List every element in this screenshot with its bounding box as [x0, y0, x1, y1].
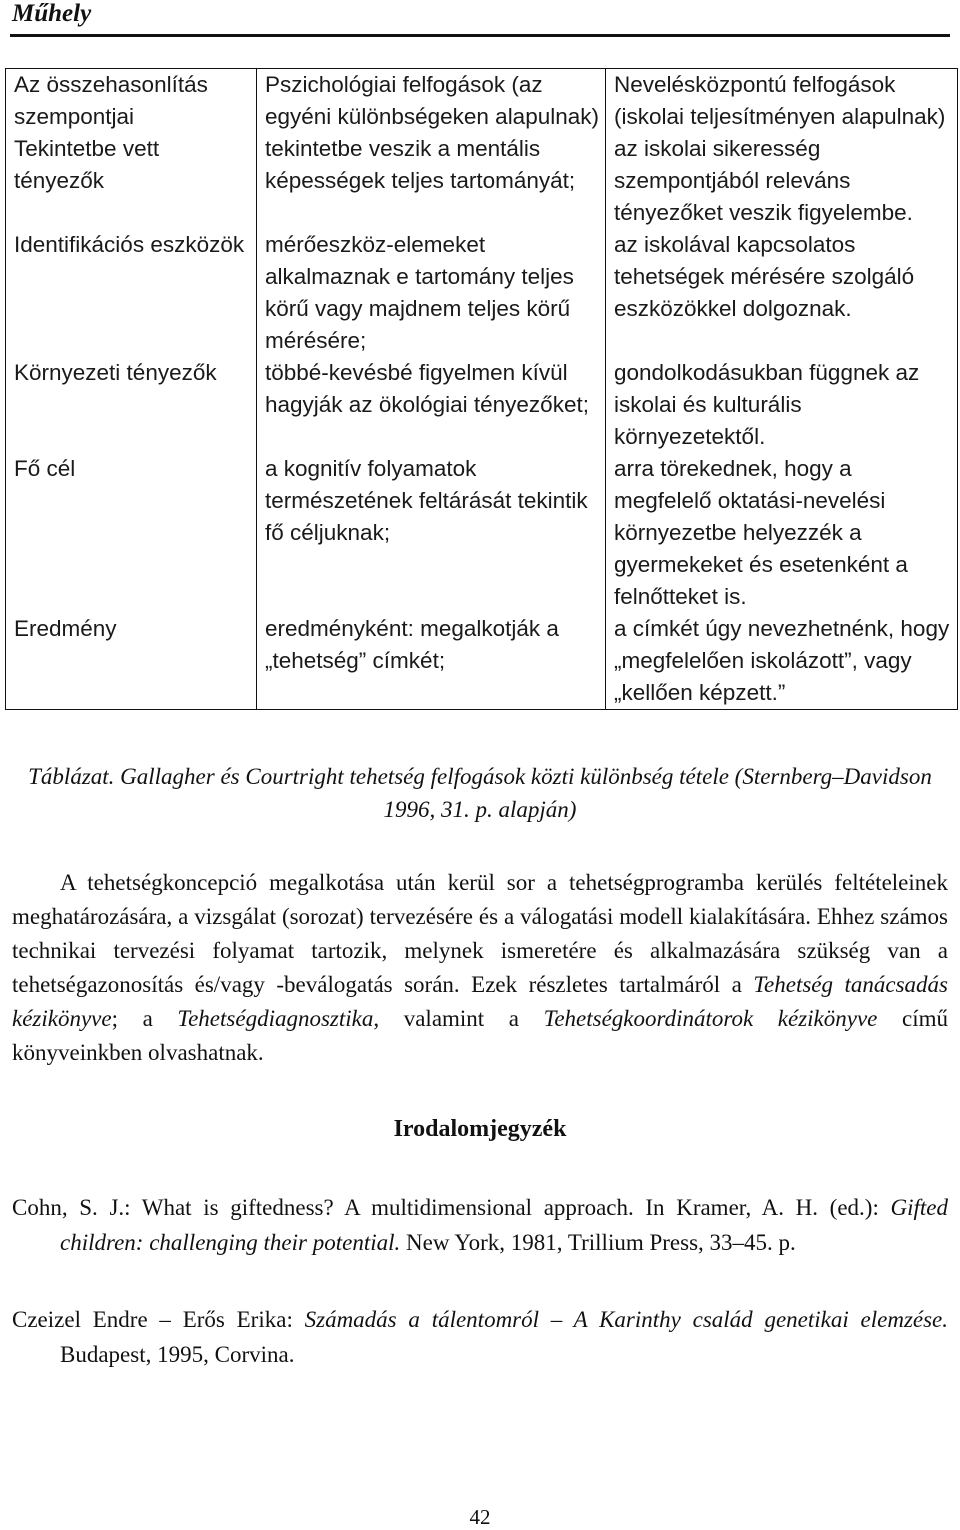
reference-title: Számadás a tálentomról – A Karinthy család genetikai elemzése. [304, 1307, 949, 1332]
page-number: 42 [469, 1505, 491, 1529]
reference-item [12, 1302, 948, 1372]
table-row [6, 357, 958, 453]
table-caption: Táblázat. Gallagher és Courtright tehetség felfogások közti különbség tétele (Sternberg–Davidson 1996, 31. p. alapján) [28, 764, 932, 822]
body-paragraph [12, 866, 948, 1070]
table-row [6, 229, 958, 357]
comparison-table [5, 68, 958, 710]
reference-publisher: Budapest, 1995, Corvina. [60, 1342, 295, 1367]
table-cell: Tekintetbe vett tényezők [6, 133, 257, 229]
table-cell: tekintetbe veszik a mentális képességek teljes tartományát; [257, 133, 606, 229]
paragraph-text: című könyveinkben olvashatnak. [12, 1006, 948, 1065]
table-row [6, 613, 958, 710]
reference-title: Gifted children: challenging their potential. [60, 1195, 948, 1255]
reference-authors: Czeizel Endre – Erős Erika: [12, 1307, 305, 1332]
reference-item [12, 1190, 948, 1260]
table-cell: az iskolával kapcsolatos tehetségek mérésére szolgáló eszközökkel dolgoznak. [606, 229, 958, 357]
table-cell: Identifikációs eszközök [6, 229, 257, 357]
table-cell: többé-kevésbé figyelmen kívül hagyják az ökológiai tényezőket; [257, 357, 606, 453]
table-row [6, 453, 958, 613]
paragraph-text: , valamint a [373, 1006, 544, 1031]
table-cell: Nevelésközpontú felfogások (iskolai teljesítményen alapulnak) [606, 69, 958, 134]
table-cell: Fő cél [6, 453, 257, 613]
paragraph-text: A tehetségkoncepció megalkotása után kerül sor a tehetségprogramba kerülés feltételeinek meghatározására, a vizsgálat (sorozat) tervezésére és a válogatási modell kialakítására. Ehhez számos technikai tervezési folyamat tartozik, melynek ismeretére és alkalmazására szükség van a tehetségazonosítás és/vagy -beválogatás során. Ezek részletes tartalmáról a [12, 870, 948, 997]
table-cell: Eredmény [6, 613, 257, 710]
section-title: Műhely [12, 0, 92, 27]
table-cell: Az összehasonlítás szempontjai [6, 69, 257, 134]
table-cell: eredményként: megalkotják a „tehetség” címkét; [257, 613, 606, 710]
table-cell: a címkét úgy nevezhetnénk, hogy „megfelelően iskolázott”, vagy „kellően képzett.” [606, 613, 958, 710]
bibliography-heading: Irodalomjegyzék [393, 1116, 567, 1142]
table-header-row [6, 69, 958, 134]
reference-publisher: New York, 1981, Trillium Press, 33–45. p. [400, 1230, 796, 1255]
table-cell: mérőeszköz-elemeket alkalmaznak e tartomány teljes körű vagy majdnem teljes körű mérésére; [257, 229, 606, 357]
table-row [6, 133, 958, 229]
reference-authors: Cohn, S. J.: What is giftedness? A multidimensional approach. In Kramer, A. H. (ed.): [12, 1195, 891, 1220]
table-cell: a kognitív folyamatok természetének feltárását tekintik fő céljuknak; [257, 453, 606, 613]
book-title: Tehetség tanácsadás kézikönyve [12, 972, 948, 1031]
table-cell: Környezeti tényezők [6, 357, 257, 453]
table-cell: Pszichológiai felfogások (az egyéni különbségeken alapulnak) [257, 69, 606, 134]
table-cell: arra törekednek, hogy a megfelelő oktatási-nevelési környezetbe helyezzék a gyermekeket és esetenként a felnőtteket is. [606, 453, 958, 613]
paragraph-text: ; a [111, 1006, 178, 1031]
table-cell: gondolkodásukban függnek az iskolai és kulturális környezetektől. [606, 357, 958, 453]
book-title: Tehetségdiagnosztika [177, 1006, 374, 1031]
book-title: Tehetségkoordinátorok kézikönyve [543, 1006, 878, 1031]
table-cell: az iskolai sikeresség szempontjából releváns tényezőket veszik figyelembe. [606, 133, 958, 229]
running-header [10, 0, 950, 37]
